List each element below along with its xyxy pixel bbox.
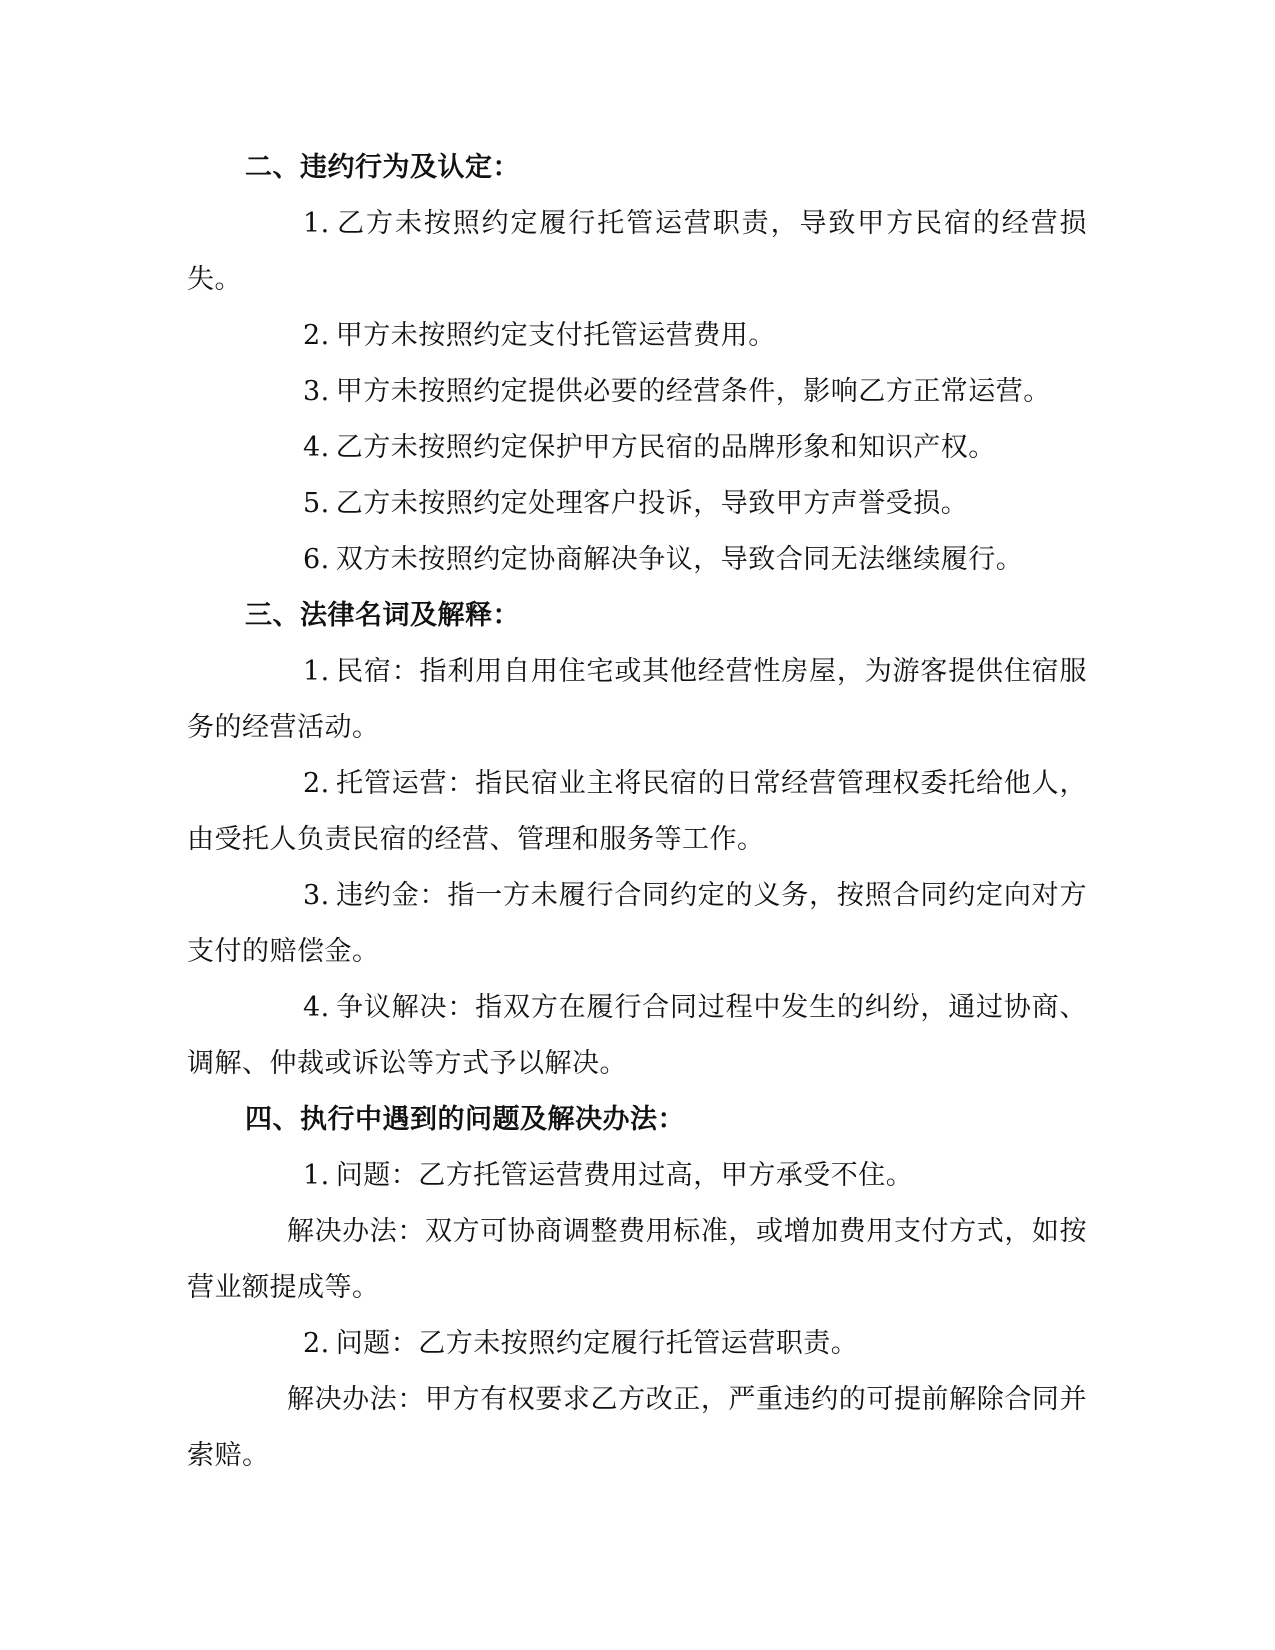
list-item: 2. 问题：乙方未按照约定履行托管运营职责。 [303,1328,859,1359]
list-item: 1. 问题：乙方托管运营费用过高，甲方承受不住。 [303,1160,914,1191]
solution-text: 解决办法：甲方有权要求乙方改正，严重违约的可提前解除合同并索赔。 [187,1384,1087,1471]
list-item: 4. 乙方未按照约定保护甲方民宿的品牌形象和知识产权。 [303,432,996,463]
section-heading-breach: 二、违约行为及认定： [245,152,520,183]
section-heading-legal-terms: 三、法律名词及解释： [245,600,520,631]
list-item: 6. 双方未按照约定协商解决争议，导致合同无法继续履行。 [303,544,1024,575]
list-item: 3. 违约金：指一方未履行合同约定的义务，按照合同约定向对方支付的赔偿金。 [187,880,1087,967]
list-item: 2. 甲方未按照约定支付托管运营费用。 [303,320,776,351]
document-body [187,140,1087,1484]
list-item: 1. 乙方未按照约定履行托管运营职责，导致甲方民宿的经营损失。 [187,208,1087,295]
solution-text: 解决办法：双方可协商调整费用标准，或增加费用支付方式，如按营业额提成等。 [187,1216,1087,1303]
list-item: 4. 争议解决：指双方在履行合同过程中发生的纠纷，通过协商、调解、仲裁或诉讼等方式予以解决。 [187,992,1087,1079]
list-item: 1. 民宿：指利用自用住宅或其他经营性房屋，为游客提供住宿服务的经营活动。 [187,656,1087,743]
list-item: 3. 甲方未按照约定提供必要的经营条件，影响乙方正常运营。 [303,376,1051,407]
list-item: 2. 托管运营：指民宿业主将民宿的日常经营管理权委托给他人，由受托人负责民宿的经营、管理和服务等工作。 [187,768,1087,855]
section-heading-issues-solutions: 四、执行中遇到的问题及解决办法： [245,1104,685,1135]
list-item: 5. 乙方未按照约定处理客户投诉，导致甲方声誉受损。 [303,488,969,519]
